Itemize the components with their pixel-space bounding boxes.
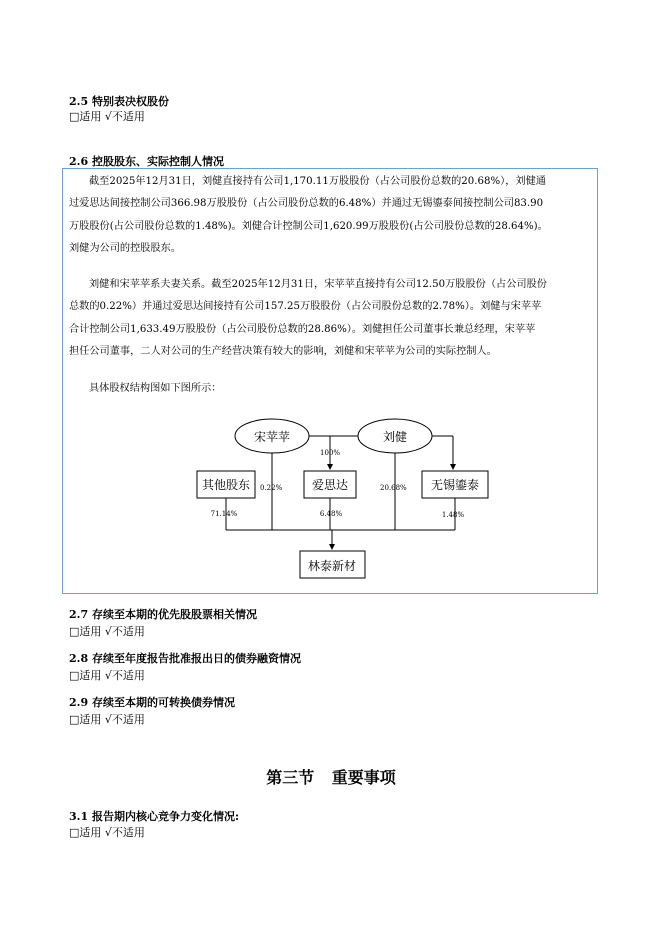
paragraph-line: 担任公司董事，二人对公司的生产经营决策有较大的影响，刘健和宋苹苹为公司的实际控制人。	[69, 345, 497, 357]
paragraph-controlling-shareholder	[69, 171, 597, 260]
paragraph-line: 截至2025年12月31日，刘健直接持有公司1,170.11万股股份（占公司股份总数的20.68%），刘健通	[89, 176, 546, 187]
label-song: 宋苹苹	[253, 430, 291, 444]
paragraph-line: 总数的0.22%）并通过爱思达间接持有公司157.25万股股份（占公司股份总数的2.78%）。刘健与宋苹苹	[69, 301, 542, 313]
section-2-7-options: □适用 √不适用	[69, 625, 145, 638]
section-2-6-heading: 2.6 控股股东、实际控制人情况	[69, 155, 224, 168]
pct-aisida: 6.48%	[319, 510, 343, 518]
paragraph-line: 刘健和宋苹苹系夫妻关系。截至2025年12月31日，宋苹苹直接持有公司12.50万股股份（占公司股份	[89, 279, 547, 290]
section-2-8-options: □适用 √不适用	[69, 669, 145, 682]
paragraph-line: 万股股份(占公司股份总数的1.48%)。刘健合计控制公司1,620.99万股股份(占公司股份总数的28.64%)。	[69, 220, 548, 232]
section-3-1-options: □适用 √不适用	[69, 826, 145, 839]
pct-other: 71.14%	[210, 510, 238, 518]
paragraph-line: 具体股权结构图如下图所示：	[89, 383, 222, 394]
label-liutai: 无锡鎏泰	[430, 478, 480, 492]
pct-liutai: 1.48%	[441, 511, 465, 519]
pct-liu-company: 20.68%	[380, 484, 407, 492]
section-2-5-options: □适用 √不适用	[69, 110, 145, 123]
paragraph-actual-controller	[69, 274, 597, 363]
section-2-9-options: □适用 √不适用	[69, 713, 145, 726]
pct-song-aisida: 100%	[319, 449, 341, 457]
label-other: 其他股东	[201, 478, 251, 492]
pct-song-company: 0.22%	[260, 484, 283, 492]
label-liu: 刘健	[382, 430, 408, 444]
section-3-1-heading: 3.1 报告期内核心竞争力变化情况:	[69, 810, 240, 823]
ownership-structure-diagram	[190, 412, 490, 582]
paragraph-line: 过爱思达间接控制公司366.98万股股份（占公司股份总数的6.48%）并通过无锡鎏泰间接控制公司83.90	[69, 198, 544, 210]
paragraph-line: 合计控制公司1,633.49万股股份（占公司股份总数的28.86%）。刘健担任公司董事长兼总经理，宋苹苹	[69, 323, 536, 335]
paragraph-line: 刘健为公司的控股股东。	[69, 242, 182, 254]
section-2-5-heading: 2.5 特别表决权股份	[69, 95, 169, 108]
chapter-title: 第三节 重要事项	[266, 768, 396, 787]
section-2-8-heading: 2.8 存续至年度报告批准报出日的债券融资情况	[69, 652, 301, 665]
label-aisida: 爱思达	[311, 478, 349, 492]
paragraph-structure-intro	[69, 378, 597, 400]
label-company: 林泰新材	[307, 559, 357, 573]
section-2-9-heading: 2.9 存续至本期的可转换债券情况	[69, 696, 235, 709]
section-2-7-heading: 2.7 存续至本期的优先股股票相关情况	[69, 608, 257, 621]
